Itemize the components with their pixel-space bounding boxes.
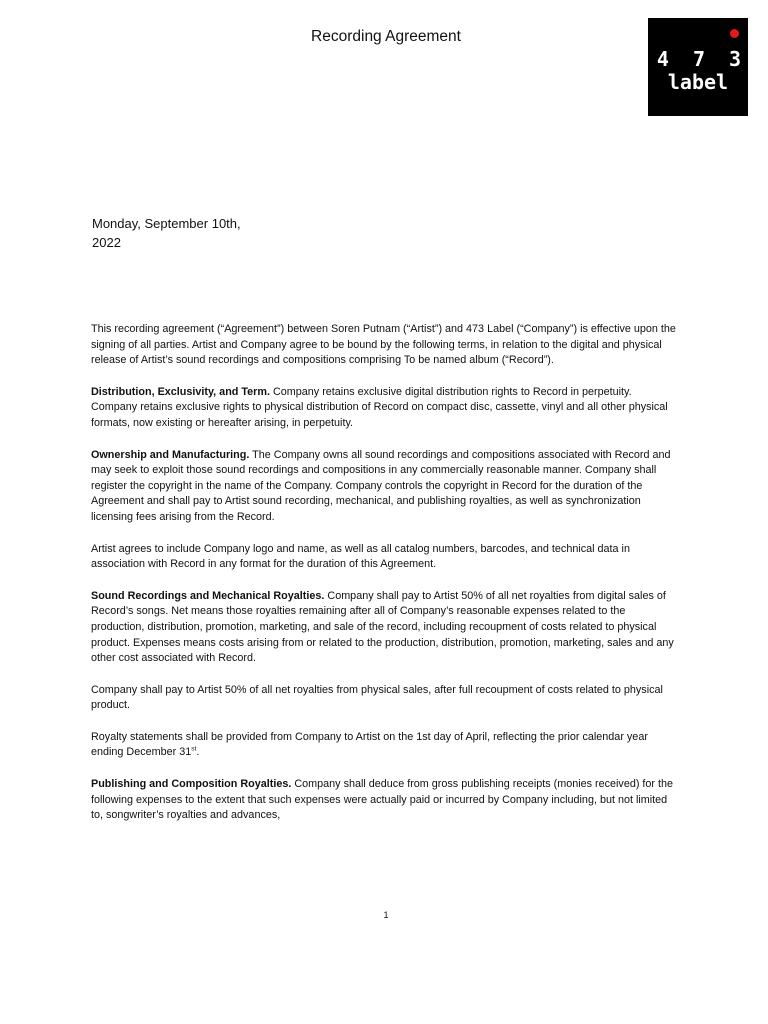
ownership-paragraph <box>91 448 676 526</box>
ownership-heading: Ownership and Manufacturing. <box>91 448 250 461</box>
logo-red-dot <box>730 29 739 38</box>
distribution-text: Company retains exclusive digital distribution rights to Record in perpetuity. Company retains exclusive rights to physical distribution of Record on compact disc, cassette, vinyl and all other physical formats, now existing or hereafter arising, in perpetuity. <box>91 385 668 429</box>
statements-end: . <box>196 746 200 759</box>
statements-paragraph <box>91 730 676 761</box>
intro-paragraph: This recording agreement (“Agreement”) between Soren Putnam (“Artist”) and 473 Label (“Company”) is effective upon the signing of all parties. Artist and Company agree to be bound by the following terms, in relation to the digital and physical release of Artist’s sound recordings and compositions comprising To be named album (“Record”). <box>91 323 676 367</box>
page-number: 1 <box>383 910 389 920</box>
ownership-text: The Company owns all sound recordings and compositions associated with Record and may seek to exploit those sound recordings and compositions in any commercially reasonable manner. Company shall register the copyright in the name of the Company. Company controls the copyright in Record for the duration of the Agreement and shall pay to Artist sound recording, mechanical, and publishing royalties, as well as synchronization licensing fees arising from the Record. <box>91 448 671 523</box>
logo-clause-paragraph: Artist agrees to include Company logo and name, as well as all catalog numbers, barcodes, and technical data in association with Record in any format for the duration of this Agreement. <box>91 542 630 571</box>
date-line-2: 2022 <box>92 235 121 250</box>
document-title: Recording Agreement <box>311 28 461 45</box>
date-line-1: Monday, September 10th, <box>92 216 241 231</box>
label-logo <box>648 18 748 116</box>
statements-text: Royalty statements shall be provided from Company to Artist on the 1st day of April, reflecting the prior calendar year ending December 31 <box>91 730 648 759</box>
publishing-paragraph <box>91 777 676 824</box>
royalties-heading: Sound Recordings and Mechanical Royalties. <box>91 589 325 602</box>
agreement-date <box>92 214 292 252</box>
royalties-text: Company shall pay to Artist 50% of all net royalties from digital sales of Record’s songs. Net means those royalties remaining after all of Company’s reasonable expenses related to the production, distribution, promotion, marketing, and sale of the record, including recoupment of costs related to physical product. Expenses means costs arising from or related to the production, distribution, promotion, marketing, sales and any other cost associated with Record. <box>91 589 674 665</box>
logo-number: 4 7 3 <box>656 47 748 71</box>
physical-sales-paragraph: Company shall pay to Artist 50% of all net royalties from physical sales, after full recoupment of costs related to physical product. <box>91 683 663 712</box>
agreement-body <box>91 322 676 840</box>
publishing-heading: Publishing and Composition Royalties. <box>91 778 292 791</box>
distribution-paragraph <box>91 385 676 432</box>
royalties-paragraph <box>91 589 676 667</box>
statements-superscript: st <box>191 745 197 753</box>
publishing-text: Company shall deduce from gross publishing receipts (monies received) for the following expenses to the extent that such expenses were actually paid or incurred by Company including, but not limited to, songwriter’s royalties and advances, <box>91 778 674 822</box>
distribution-heading: Distribution, Exclusivity, and Term. <box>91 385 270 398</box>
logo-word: label <box>667 70 729 94</box>
